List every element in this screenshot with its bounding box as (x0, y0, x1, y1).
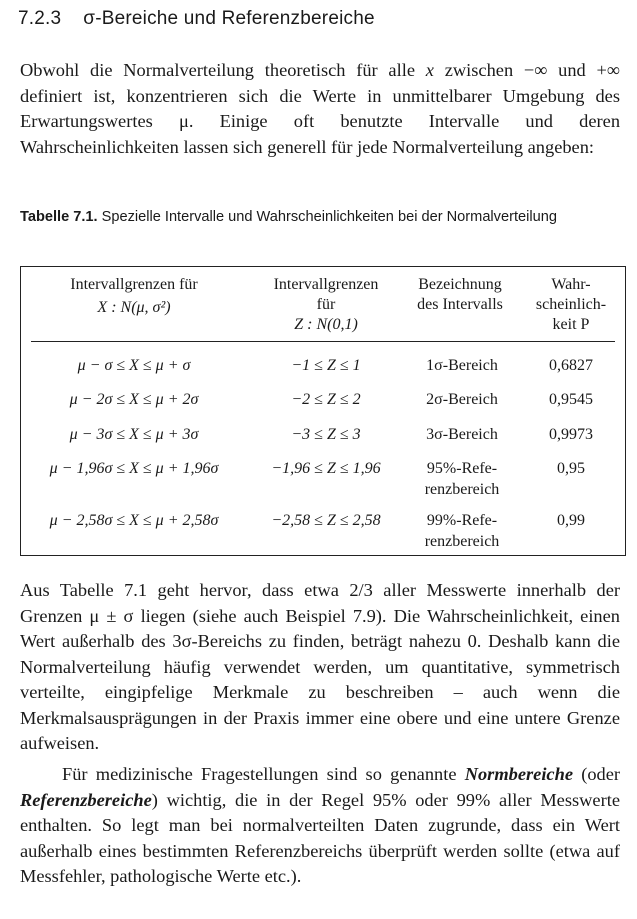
after-table-paragraph (20, 578, 620, 757)
intro-text-3: . Einige oft benutzte Intervalle und deren Wahrscheinlichkeiten lassen sich generell für jede Normalverteilung angeben: (20, 111, 621, 157)
table-row (21, 510, 625, 550)
interval-name-cell: 95%-Refe- renzbereich (424, 460, 500, 498)
intro-var-x: x (425, 60, 434, 80)
header-x-interval: Intervallgrenzen für X : N(μ, σ²) (70, 276, 198, 316)
intro-text-2: zwischen −∞ und +∞ definiert ist, konzentrieren sich die Werte in unmittelbarer Umgebung des Erwartungswertes (20, 60, 620, 131)
medical-text-1: Für medizinische Fragestellungen sind so genannte (62, 764, 465, 784)
term-referenzbereiche: Referenzbereiche (20, 789, 152, 810)
medical-paragraph (20, 762, 620, 890)
probability-cell: 0,6827 (549, 357, 593, 374)
z-interval-cell: −2 ≤ Z ≤ 2 (291, 391, 361, 408)
probability-cell: 0,99 (557, 512, 585, 529)
intro-paragraph (20, 58, 620, 160)
probability-cell: 0,9973 (549, 426, 593, 443)
x-interval-cell: μ − 2σ ≤ X ≤ μ + 2σ (69, 391, 199, 408)
medical-text-3: ) wichtig, die in der Regel 95% oder 99% aller Messwerte enthalten. So legt man bei normalverteilten Daten zugrunde, dass ein Wert außerhalb eines bestimmten Referenzbereichs überprüft werden sollte (etwa auf Messfehler, pathologische Werte etc.). (20, 789, 620, 886)
interval-name-cell: 3σ-Bereich (426, 426, 498, 443)
after-text-2: liegen (siehe auch Beispiel 7.9). Die Wahrscheinlichkeit, einen Wert außerhalb des 3σ-Bereichs zu finden, beträgt nahezu 0. Deshalb kann die Normalverteilung häufig verwendet werden, um quantitative, symmetrisch verteilte, eingipfelige Merkmale zu beschreiben – auch wenn die Merkmalsausprägungen in der Praxis immer eine obere und eine untere Grenze aufweisen. (20, 605, 620, 753)
probability-cell: 0,95 (557, 460, 585, 477)
interval-table (20, 266, 626, 556)
intro-text-1: Obwohl die Normalverteilung theoretisch für alle (20, 60, 426, 80)
intro-mu: μ (178, 111, 189, 131)
caption-text: Spezielle Intervalle und Wahrscheinlichkeiten bei der Normalverteilung (101, 209, 557, 225)
term-normbereiche: Normbereiche (464, 764, 573, 784)
section-number: 7.2.3 (18, 8, 62, 29)
x-interval-cell: μ − σ ≤ X ≤ μ + σ (77, 357, 191, 374)
caption-label: Tabelle 7.1. (20, 209, 98, 225)
z-interval-cell: −3 ≤ Z ≤ 3 (291, 426, 361, 443)
medical-text-2: (oder (572, 764, 620, 784)
header-rule (31, 341, 615, 342)
x-interval-cell: μ − 2,58σ ≤ X ≤ μ + 2,58σ (49, 512, 219, 529)
z-interval-cell: −2,58 ≤ Z ≤ 2,58 (271, 512, 381, 529)
table-caption (20, 208, 624, 227)
x-interval-cell: μ − 3σ ≤ X ≤ μ + 3σ (69, 426, 199, 443)
table-row (21, 458, 625, 498)
table-row (21, 389, 625, 429)
section-title: σ-Bereiche und Referenzbereiche (83, 8, 375, 29)
x-interval-cell: μ − 1,96σ ≤ X ≤ μ + 1,96σ (49, 460, 219, 477)
z-interval-cell: −1,96 ≤ Z ≤ 1,96 (271, 460, 381, 477)
after-text-1: Aus Tabelle 7.1 geht hervor, dass etwa 2/3 aller Messwerte innerhalb der Grenzen (20, 580, 620, 626)
header-interval-name: Bezeichnung des Intervalls (417, 276, 503, 313)
interval-name-cell: 99%-Refe- renzbereich (424, 512, 500, 550)
section-heading (18, 8, 375, 30)
interval-name-cell: 2σ-Bereich (426, 391, 498, 408)
z-interval-cell: −1 ≤ Z ≤ 1 (291, 357, 361, 374)
mu-plus-minus-sigma: μ ± σ (89, 605, 134, 626)
header-z-interval: Intervallgrenzen für Z : N(0,1) (273, 276, 379, 333)
interval-name-cell: 1σ-Bereich (426, 357, 498, 374)
header-probability: Wahr- scheinlich- keit P (535, 276, 607, 333)
probability-cell: 0,9545 (549, 391, 593, 408)
